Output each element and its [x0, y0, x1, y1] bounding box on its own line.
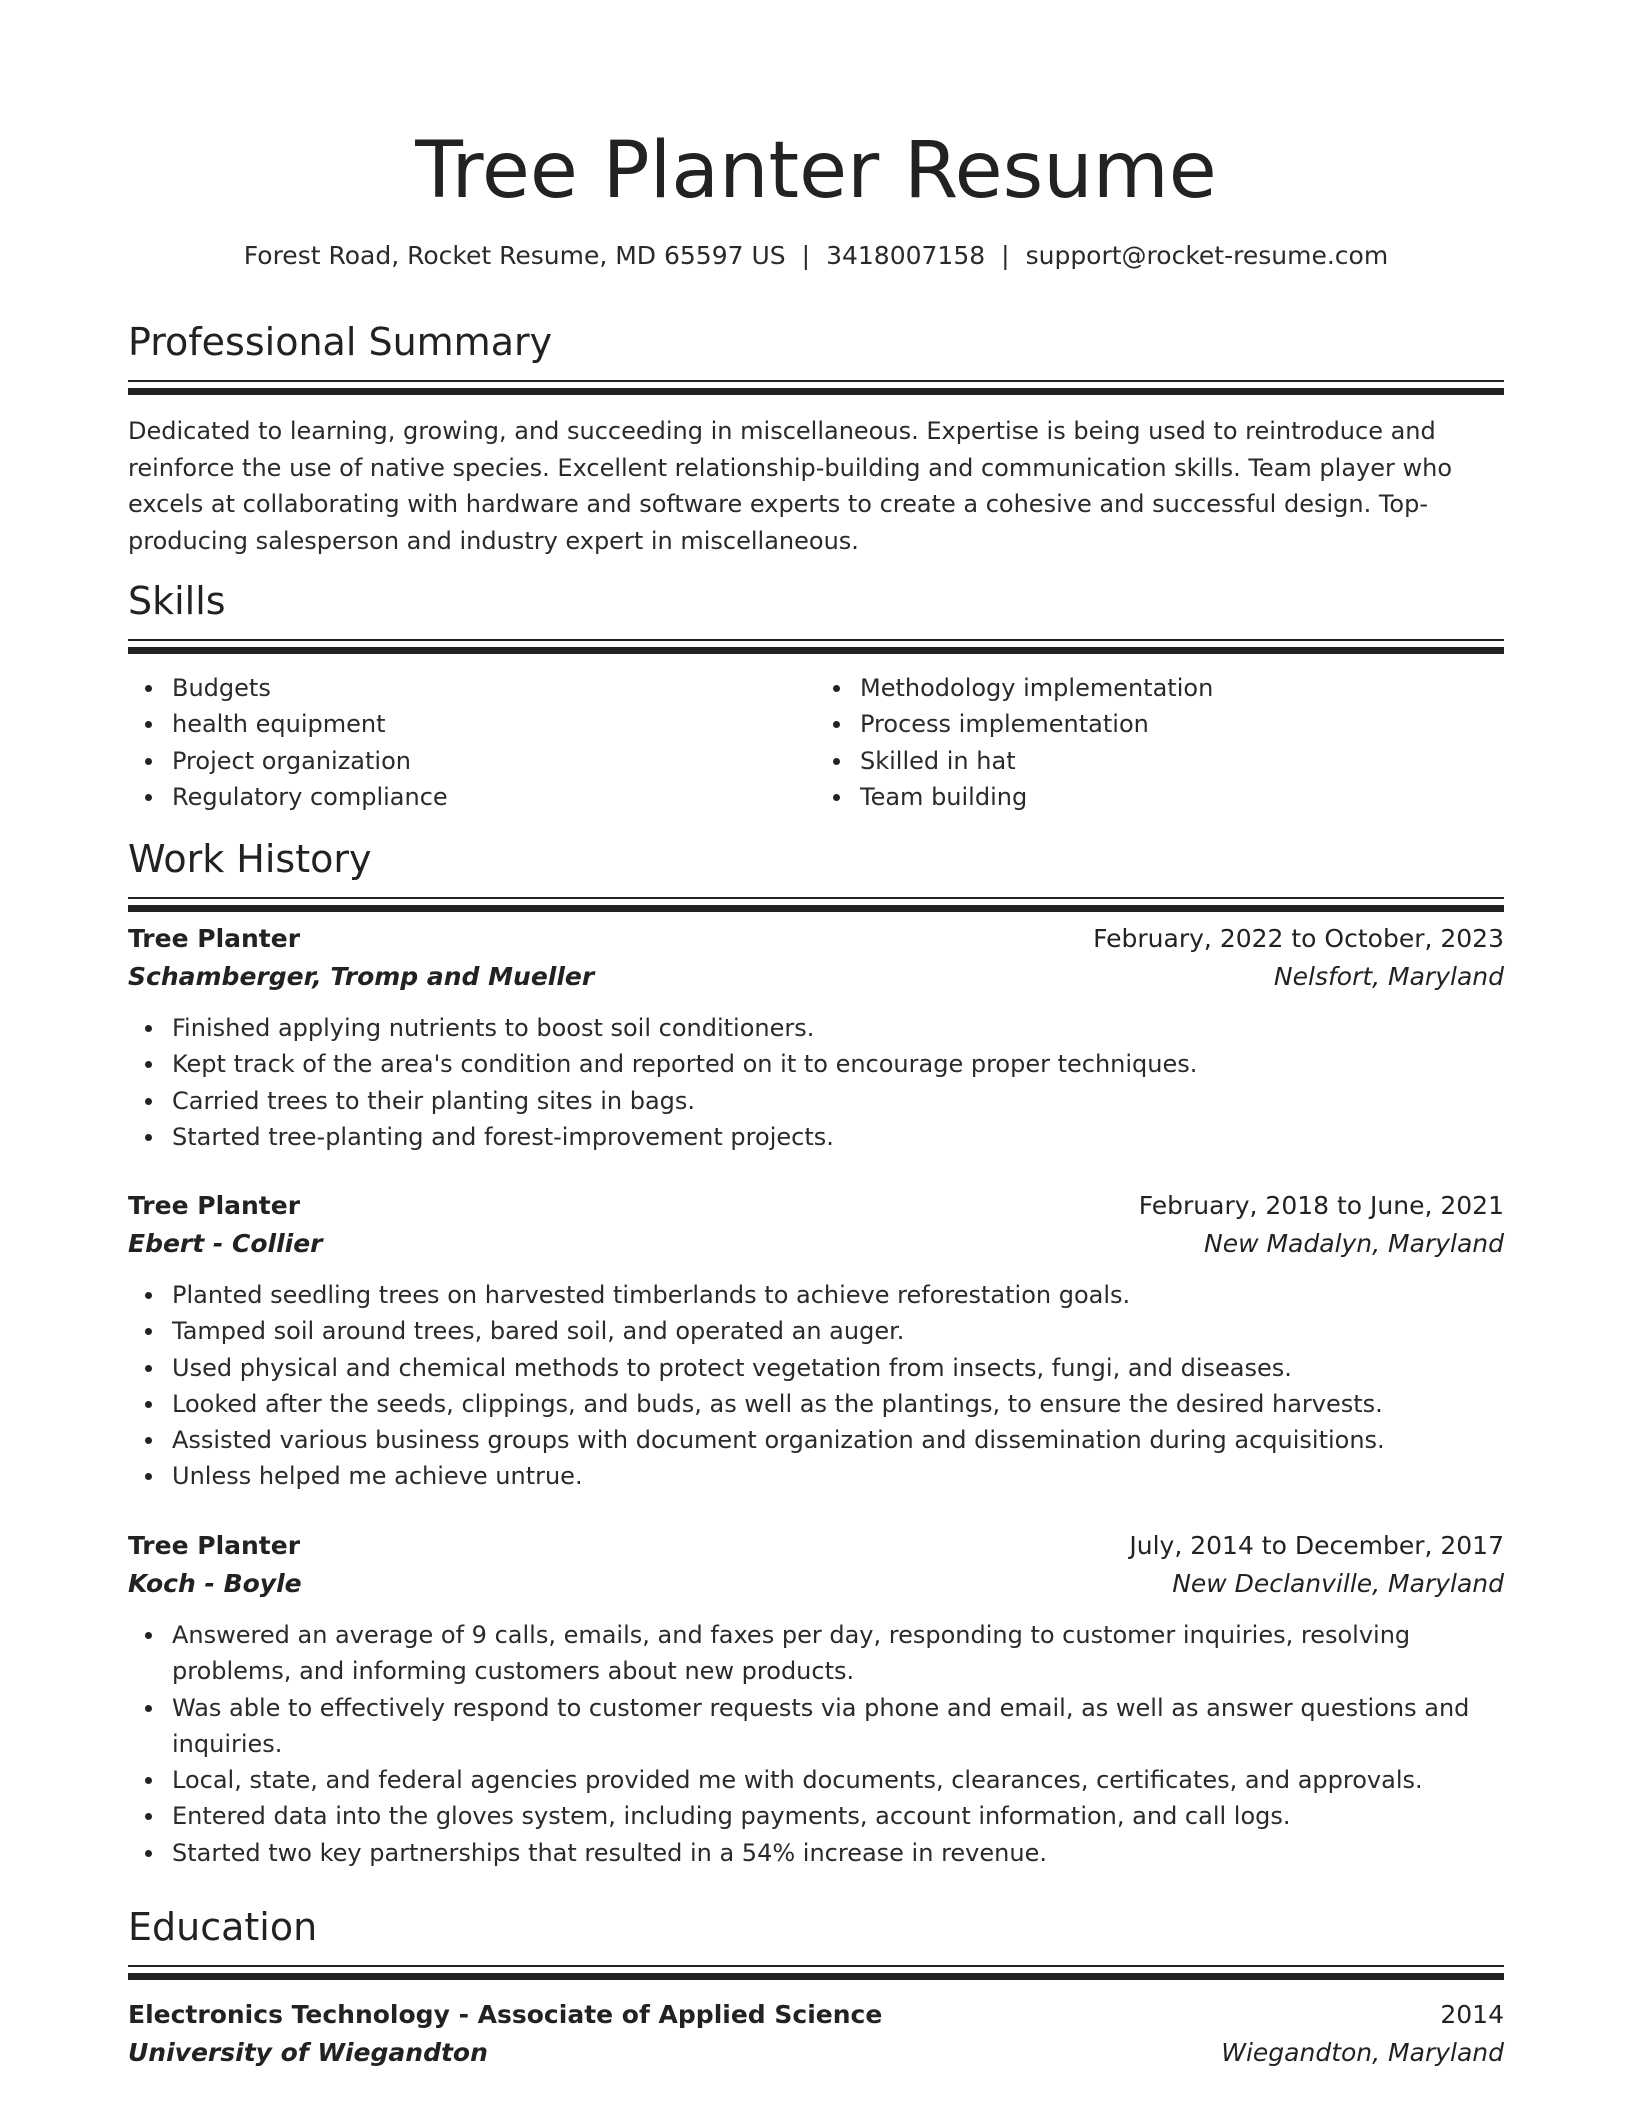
skills-list-right: [816, 670, 1504, 815]
job-bullet: Assisted various business groups with document organization and dissemination during acquisitions.: [172, 1422, 1504, 1458]
skill-item: Team building: [860, 779, 1504, 815]
job-company: Schamberger, Tromp and Mueller: [128, 962, 595, 991]
job-bullet: Tamped soil around trees, bared soil, and operated an auger.: [172, 1313, 1504, 1349]
work-history-section: [128, 831, 1504, 912]
job-bullet: Used physical and chemical methods to protect vegetation from insects, fungi, and diseases.: [172, 1350, 1504, 1386]
contact-phone: 3418007158: [826, 241, 986, 270]
skills-columns: [128, 670, 1504, 815]
job-dates: February, 2022 to October, 2023: [1093, 924, 1504, 953]
job-bullet: Started two key partnerships that resulted in a 54% increase in revenue.: [172, 1835, 1504, 1871]
job-bullet: Local, state, and federal agencies provided me with documents, clearances, certificates, and approvals.: [172, 1762, 1504, 1798]
skill-item: Budgets: [172, 670, 816, 706]
job-company-row: [128, 1225, 1504, 1263]
job-bullet: Started tree-planting and forest-improvement projects.: [172, 1119, 1504, 1155]
skill-item: Methodology implementation: [860, 670, 1504, 706]
skill-item: health equipment: [172, 706, 816, 742]
job-location: New Madalyn, Maryland: [1204, 1229, 1504, 1258]
section-divider: [128, 639, 1504, 641]
contact-separator: |: [801, 241, 811, 270]
job-header-row: [128, 1527, 1504, 1565]
education-school-row: [128, 2034, 1504, 2072]
section-title: Professional Summary: [128, 320, 553, 364]
skill-item: Process implementation: [860, 706, 1504, 742]
job-bullets: [128, 1010, 1504, 1155]
summary-text: Dedicated to learning, growing, and succeeding in miscellaneous. Expertise is being used to reintroduce and reinforce the use of native species. Excellent relationship-building and communication skills. Team player who excels at collaborating with hardware and software experts to create a cohesive and successful design. Top-producing salesperson and industry expert in miscellaneous.: [128, 417, 1453, 555]
job-bullet: Kept track of the area's condition and reported on it to encourage proper techniques.: [172, 1046, 1504, 1082]
job-bullet: Entered data into the gloves system, including payments, account information, and call logs.: [172, 1798, 1504, 1834]
section-divider: [128, 897, 1504, 899]
education-degree: Electronics Technology - Associate of Applied Science: [128, 2000, 883, 2029]
section-divider-thick: [128, 388, 1504, 395]
summary-section: [128, 314, 1504, 559]
job-location: New Declanville, Maryland: [1172, 1569, 1504, 1598]
job-bullet: Carried trees to their planting sites in bags.: [172, 1083, 1504, 1119]
education-location: Wiegandton, Maryland: [1221, 2038, 1504, 2067]
contact-address: Forest Road, Rocket Resume, MD 65597 US: [243, 241, 786, 270]
job-title: Tree Planter: [128, 1191, 301, 1220]
job-bullet: Answered an average of 9 calls, emails, and faxes per day, responding to customer inquiries, resolving problems, and informing customers about new products.: [172, 1617, 1504, 1690]
job-title: Tree Planter: [128, 924, 301, 953]
job-company: Koch - Boyle: [128, 1569, 302, 1598]
section-title: Work History: [128, 837, 372, 881]
job-entry: [128, 1187, 1504, 1495]
job-header-row: [128, 1187, 1504, 1225]
job-entry: [128, 1527, 1504, 1871]
education-entry: [128, 1996, 1504, 2072]
job-bullet: Looked after the seeds, clippings, and buds, as well as the plantings, to ensure the desired harvests.: [172, 1386, 1504, 1422]
education-section: [128, 1899, 1504, 2072]
job-dates: July, 2014 to December, 2017: [1129, 1531, 1504, 1560]
skills-section: [128, 573, 1504, 815]
job-title: Tree Planter: [128, 1531, 301, 1560]
education-school: University of Wiegandton: [128, 2038, 488, 2067]
section-divider: [128, 1965, 1504, 1967]
job-location: Nelsfort, Maryland: [1273, 962, 1504, 991]
skills-list-left: [128, 670, 816, 815]
section-divider-thick: [128, 647, 1504, 654]
skill-item: Project organization: [172, 743, 816, 779]
job-bullet: Planted seedling trees on harvested timberlands to achieve reforestation goals.: [172, 1277, 1504, 1313]
contact-separator: |: [1001, 241, 1010, 270]
contact-line: [128, 238, 1504, 274]
job-bullet: Finished applying nutrients to boost soil conditioners.: [172, 1010, 1504, 1046]
job-bullets: [128, 1277, 1504, 1495]
job-dates: February, 2018 to June, 2021: [1138, 1191, 1504, 1220]
job-company: Ebert - Collier: [128, 1229, 323, 1258]
section-divider: [128, 380, 1504, 382]
contact-email: support@rocket-resume.com: [1025, 241, 1389, 270]
skill-item: Skilled in hat: [860, 743, 1504, 779]
section-title: Education: [128, 1905, 318, 1949]
section-divider-thick: [128, 905, 1504, 912]
job-bullets: [128, 1617, 1504, 1871]
job-bullet: Unless helped me achieve untrue.: [172, 1458, 1504, 1494]
job-company-row: [128, 1565, 1504, 1603]
job-bullet: Was able to effectively respond to customer requests via phone and email, as well as answer questions and inquiries.: [172, 1690, 1504, 1763]
section-divider-thick: [128, 1973, 1504, 1980]
resume-name: Tree Planter Resume: [415, 126, 1217, 216]
job-entry: [128, 920, 1504, 1155]
education-header-row: [128, 1996, 1504, 2034]
section-title: Skills: [128, 579, 226, 623]
skill-item: Regulatory compliance: [172, 779, 816, 815]
education-year: 2014: [1440, 2000, 1504, 2029]
job-header-row: [128, 920, 1504, 958]
job-company-row: [128, 958, 1504, 996]
